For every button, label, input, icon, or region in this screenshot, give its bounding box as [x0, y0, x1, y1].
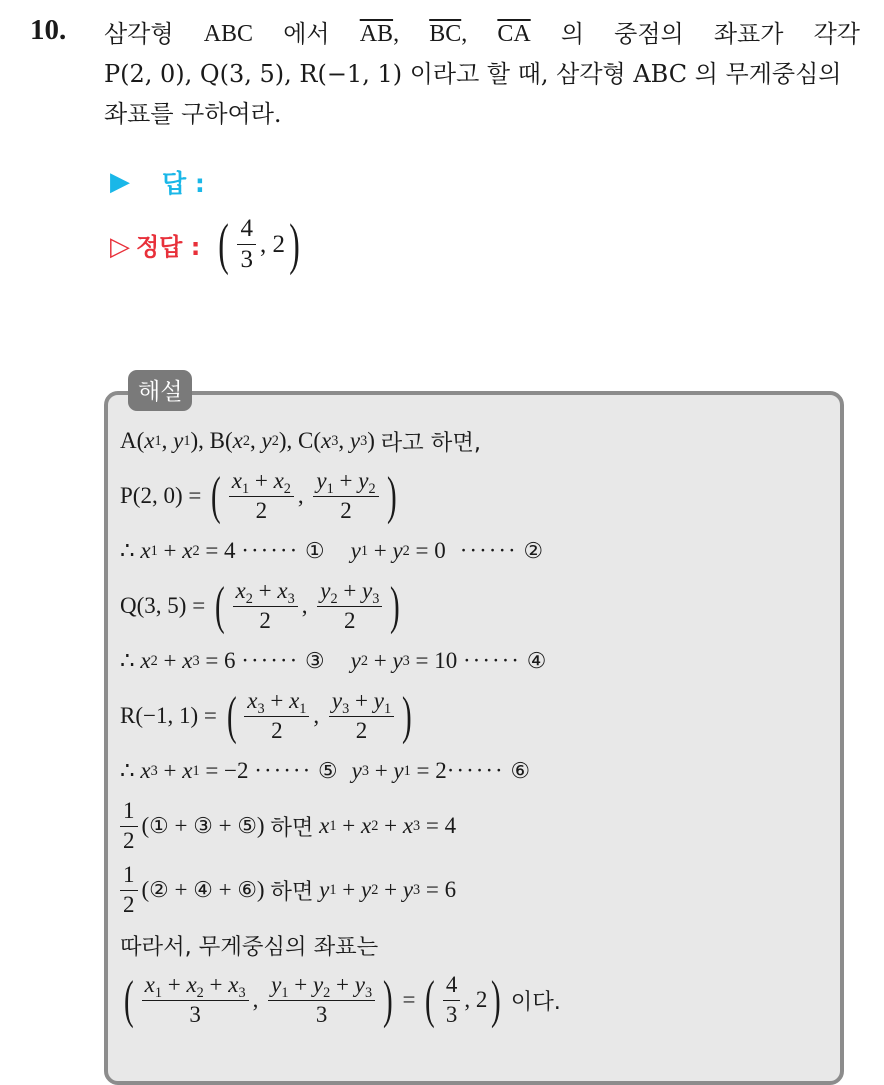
q-word: 중점의	[614, 20, 684, 48]
q-word: 각각	[813, 20, 860, 48]
answer-label: 답 :	[162, 169, 205, 198]
question-line-2: P(2, 0), Q(3, 5), R(−1, 1) 이라고 할 때, 삼각형 ABC 의 무게중심의	[104, 60, 842, 88]
q-word: 좌표가	[713, 20, 784, 48]
solution-line: Q(3, 5) = ( $\frac{x_2 + x_3}{2}$ , $\frac{y_2 + y_3}{2}$ )	[120, 576, 401, 635]
q-word: 의	[560, 20, 585, 48]
answer-key-label: ▷ 정답 :	[110, 232, 201, 263]
solution-content	[120, 418, 830, 1032]
play-triangle-icon: ▶	[110, 167, 130, 197]
answer-key-value: ( $\frac{4}{3}$ , 2 )	[218, 213, 300, 276]
answer-row[interactable]	[110, 164, 205, 200]
solution-tag: 해설	[128, 370, 192, 411]
question-line-1	[104, 14, 860, 54]
solution-line: ∴ x 3 + x 1 = −2 ······ ⑤ y 3 + y 1 = 2 ······ ⑥	[120, 758, 531, 784]
solution-line: $\frac{1}{2}$ ( ② + ④ + ⑥ ) 하면 y 1 + y 2 + y 3 = 6	[120, 858, 830, 922]
solution-line: A( x 1 , y 1 ), B( x 2 , y 2 ), C( x 3 , y 3 ) 라고 하면,	[120, 428, 481, 456]
q-word: ABC	[203, 21, 254, 47]
q-segment-bc: $\overline{BC}$,	[429, 21, 468, 47]
question-text	[104, 14, 860, 134]
question-line-3: 좌표를 구하여라.	[104, 100, 282, 128]
outline-triangle-icon: ▷	[110, 232, 130, 263]
solution-line: R(−1, 1) = ( $\frac{x_3 + x_1}{2}$ , $\frac{y_3 + y_1}{2}$ )	[120, 686, 412, 745]
solution-line: ( $\frac{x_1 + x_2 + x_3}{3}$ , $\frac{y_1 + y_2 + y_3}{3}$ ) = ( $\frac{4}{3}$ , 2 ) 이다.	[123, 970, 561, 1029]
question-number: 10.	[30, 14, 67, 46]
solution-line: ∴ x 1 + x 2 = 4 ······ ① y 1 + y 2 = 0 ······ ②	[120, 538, 544, 564]
solution-line: 따라서, 무게중심의 좌표는	[120, 934, 379, 960]
q-segment-ab: $\overline{AB}$,	[359, 21, 400, 47]
answer-key-row	[110, 213, 304, 276]
q-segment-ca: $\overline{CA}$	[497, 21, 531, 47]
q-word: 에서	[283, 20, 330, 48]
solution-line: P(2, 0) = ( $\frac{x_1 + x_2}{2}$ , $\frac{y_1 + y_2}{2}$ )	[120, 466, 397, 525]
q-word: 삼각형	[104, 20, 174, 48]
solution-line: $\frac{1}{2}$ ( ① + ③ + ⑤ ) 하면 x 1 + x 2 + x 3 = 4	[120, 794, 830, 858]
solution-line: ∴ x 2 + x 3 = 6 ······ ③ y 2 + y 3 = 10 ······ ④	[120, 648, 547, 674]
